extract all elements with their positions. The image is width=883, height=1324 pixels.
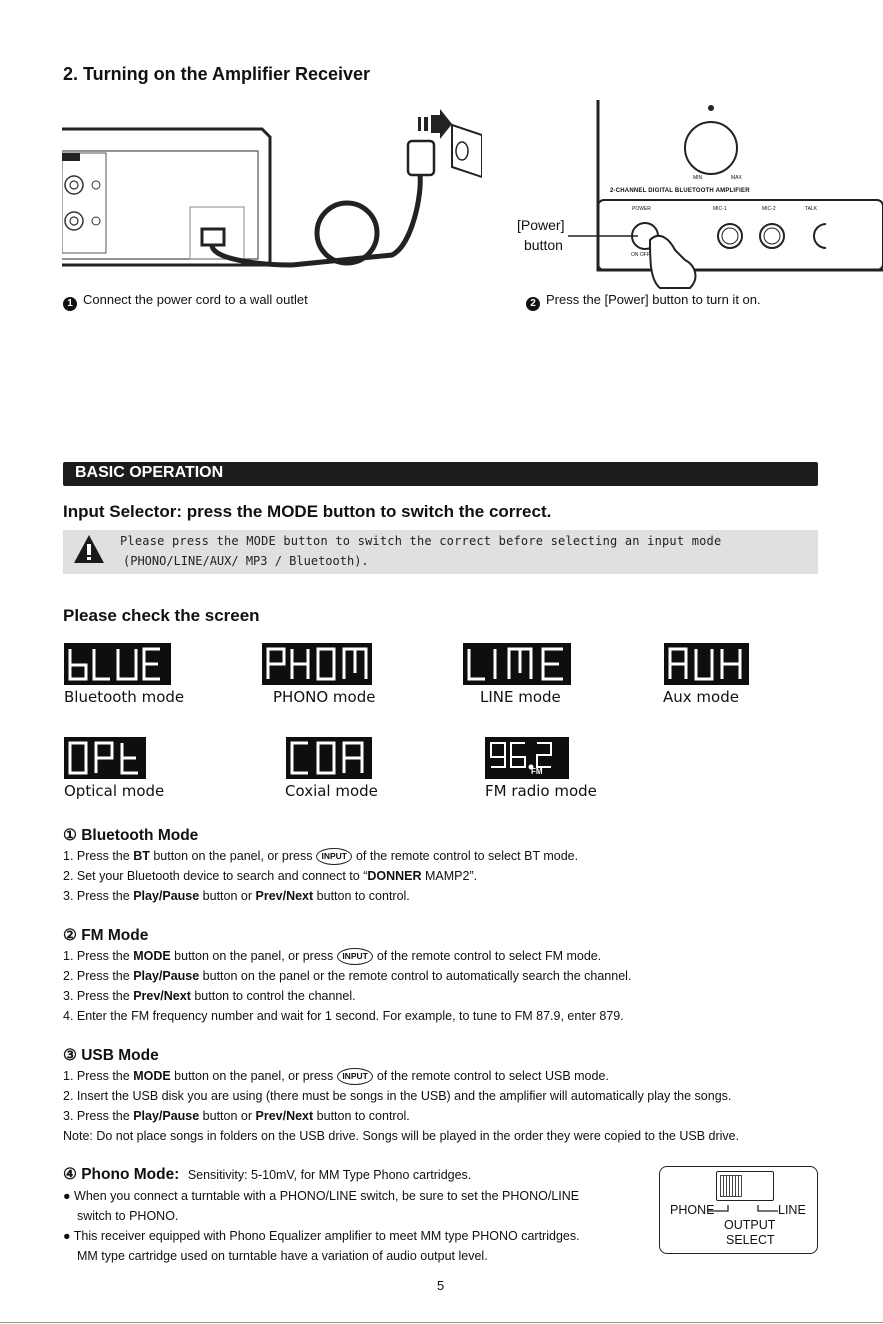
label-fm-mode: FM radio mode	[485, 782, 597, 800]
step2-caption	[526, 292, 761, 311]
lcd-phono	[262, 643, 372, 685]
step1-number: 1	[63, 297, 77, 311]
basic-operation-banner	[63, 462, 818, 486]
onoff-label: ON OFF	[631, 252, 650, 258]
switch-position-marks	[708, 1201, 788, 1215]
phono-bullet2a: ● This receiver equipped with Phono Equalizer amplifier to meet MM type PHONO cartridges.	[63, 1229, 580, 1243]
knob-max-label: MAX	[731, 175, 742, 181]
label-phono-mode: PHONO mode	[273, 688, 376, 706]
fm-instructions	[63, 946, 631, 1026]
power-btn-label: POWER	[632, 206, 651, 212]
label-aux-mode: Aux mode	[663, 688, 739, 706]
section-title-turning-on: 2. Turning on the Amplifier Receiver	[63, 64, 371, 84]
heading-bluetooth-mode: ① Bluetooth Mode	[63, 827, 199, 844]
banner-text: BASIC OPERATION	[75, 464, 224, 481]
bottom-rule	[0, 1322, 883, 1323]
lcd-optical	[64, 737, 146, 779]
label-coaxial-mode: Coxial mode	[285, 782, 378, 800]
step2-number: 2	[526, 297, 540, 311]
bt-line2: 2. Set your Bluetooth device to search and connect to “DONNER MAMP2”.	[63, 869, 478, 883]
usb-line2: 2. Insert the USB disk you are using (there must be songs in the USB) and the amplifier will automatically play the songs.	[63, 1089, 732, 1103]
power-label-line1: [Power]	[517, 217, 565, 233]
lcd-line-segments	[463, 643, 571, 685]
output-select-box	[659, 1166, 818, 1254]
knob-min-label: MIN	[693, 175, 703, 181]
mic2-btn-label: MIC-2	[762, 206, 776, 212]
fm-line4: 4. Enter the FM frequency number and wait for 1 second. For example, to tune to FM 87.9, enter 879.	[63, 1009, 624, 1023]
lcd-phono-segments	[262, 643, 372, 685]
heading-phono-mode: ④ Phono Mode:	[63, 1166, 180, 1183]
lcd-bluetooth	[64, 643, 171, 685]
usb-note: Note: Do not place songs in folders on the USB drive. Songs will be played in the order they were copied to the USB drive.	[63, 1129, 740, 1143]
switch-knob	[720, 1175, 742, 1197]
usb-line1: 1. Press the MODE button on the panel, or press INPUT of the remote control to select USB mode.	[63, 1066, 739, 1086]
heading-usb-mode: ③ USB Mode	[63, 1047, 159, 1064]
bt-line3: 3. Press the Play/Pause button or Prev/Next button to control.	[63, 889, 410, 903]
lcd-coaxial-segments	[286, 737, 372, 779]
input-button-icon: INPUT	[316, 848, 352, 865]
lcd-optical-segments	[64, 737, 146, 779]
phono-bullet2b: MM type cartridge used on turntable have a variation of audio output level.	[77, 1249, 488, 1263]
check-screen-title: Please check the screen	[63, 606, 260, 625]
input-selector-title: Input Selector: press the MODE button to switch the correct.	[63, 502, 552, 521]
label-bluetooth-mode: Bluetooth mode	[64, 688, 185, 706]
switch-housing	[716, 1171, 774, 1201]
switch-label-phone: PHONE	[670, 1203, 715, 1217]
label-line-mode: LINE mode	[480, 688, 561, 706]
switch-output-label: OUTPUT	[724, 1218, 776, 1232]
fm-line1: 1. Press the MODE button on the panel, or press INPUT of the remote control to select FM mode.	[63, 946, 631, 966]
step1-text: Connect the power cord to a wall outlet	[83, 292, 308, 307]
usb-line3: 3. Press the Play/Pause button or Prev/Next button to control.	[63, 1109, 410, 1123]
lcd-aux-segments	[664, 643, 749, 685]
warning-line2: (PHONO/LINE/AUX/ MP3 / Bluetooth).	[123, 554, 369, 568]
input-button-icon: INPUT	[337, 948, 373, 965]
lcd-fm-sub: FM	[531, 767, 543, 776]
phono-sensitivity: Sensitivity: 5-10mV, for MM Type Phono cartridges.	[187, 1168, 472, 1182]
lcd-fm	[485, 737, 569, 779]
lcd-fm-segments	[485, 737, 569, 779]
usb-instructions	[63, 1066, 739, 1146]
bt-instructions	[63, 846, 578, 906]
bt-line1: 1. Press the BT button on the panel, or press INPUT of the remote control to select BT mode.	[63, 846, 578, 866]
warning-box	[63, 530, 818, 574]
lcd-bluetooth-segments	[64, 643, 171, 685]
fm-line2: 2. Press the Play/Pause button on the panel or the remote control to automatically search the channel.	[63, 969, 632, 983]
rear-panel-drawing	[62, 105, 482, 285]
switch-label-line: LINE	[778, 1203, 806, 1217]
lcd-coaxial	[286, 737, 372, 779]
step2-text: Press the [Power] button to turn it on.	[546, 292, 761, 307]
illustration-power-cord	[62, 105, 482, 285]
phono-instructions	[63, 1186, 580, 1266]
heading-fm-mode: ② FM Mode	[63, 927, 149, 944]
warning-line1: Please press the MODE button to switch the correct before selecting an input mode	[120, 534, 722, 548]
phono-bullet1b: switch to PHONO.	[77, 1209, 179, 1223]
illustration-front-panel	[510, 100, 883, 290]
fm-line3: 3. Press the Prev/Next button to control the channel.	[63, 989, 356, 1003]
front-panel-drawing	[510, 100, 883, 290]
phono-heading-row	[63, 1165, 471, 1184]
input-button-icon: INPUT	[337, 1068, 373, 1085]
phono-bullet1a: ● When you connect a turntable with a PHONO/LINE switch, be sure to set the PHONO/LINE	[63, 1189, 580, 1203]
lcd-aux	[664, 643, 749, 685]
talk-btn-label: TALK	[805, 206, 818, 212]
switch-select-label: SELECT	[726, 1233, 775, 1247]
label-optical-mode: Optical mode	[64, 782, 165, 800]
lcd-line	[463, 643, 571, 685]
power-label-line2: button	[524, 237, 563, 253]
page-number: 5	[437, 1278, 445, 1293]
warning-icon	[73, 534, 105, 564]
panel-brand-text: 2-CHANNEL DIGITAL BLUETOOTH AMPLIFIER	[610, 188, 750, 194]
step1-caption	[63, 292, 308, 311]
mic1-btn-label: MIC-1	[713, 206, 727, 212]
